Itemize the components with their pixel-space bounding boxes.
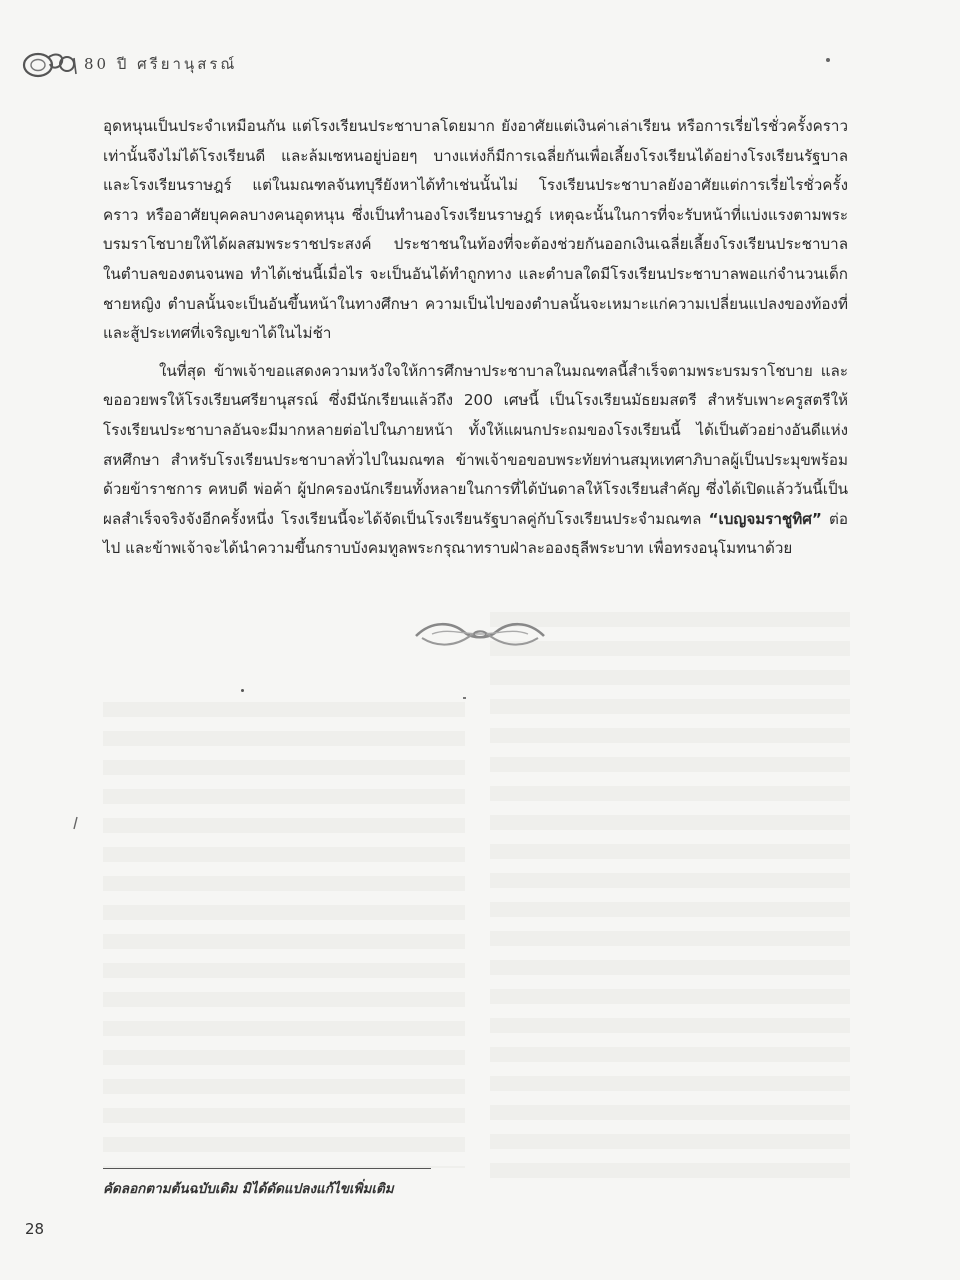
show-through-shading [103,688,465,1168]
margin-tick-mark [71,816,79,830]
page-number: 28 [25,1220,45,1238]
body-text [103,112,848,564]
stray-mark [463,697,466,699]
stray-mark [241,689,244,692]
paragraph-1: อุดหนุนเป็นประจำเหมือนกัน แต่โรงเรียนประชาบาลโดยมาก ยังอาศัยแต่เงินค่าเล่าเรียน หรือการเรี่ยไรชั่วครั้งคราวเท่านั้นจึงไม่ได้โรงเรียนดี และล้มเซหนอยู่บ่อยๆ บางแห่งก็มีการเฉลี่ยกันเพื่อเลี้ยงโรงเรียนได้อย่างโรงเรียนรัฐบาลและโรงเรียนราษฎร์ แต่ในมณฑลจันทบุรียังหาได้ทำเช่นนั้นไม่ โรงเรียนประชาบาลยังอาศัยแต่การเรี่ยไรชั่วครั้งคราว หรืออาศัยบุคคลบางคนอุดหนุน ซึ่งเป็นทำนองโรงเรียนราษฎร์ เหตุฉะนั้นในการที่จะรับหน้าที่แบ่งแรงตามพระบรมราโชบายให้ได้ผลสมพระราชประสงค์ ประชาชนในท้องที่จะต้องช่วยกันออกเงินเฉลี่ยเลี้ยงโรงเรียนประชาบาลในตำบลของตนจนพอ ทำได้เช่นนี้เมื่อไร จะเป็นอันได้ทำถูกทาง และตำบลใดมีโรงเรียนประชาบาลพอแก่จำนวนเด็กชายหญิง ตำบลนั้นจะเป็นอันขึ้นหน้าในทางศึกษา ความเป็นไปของตำบลนั้นจะเหมาะแก่ความเปลี่ยนแปลงของท้องที่ และสู้ประเทศที่เจริญเขาได้ในไม่ช้า [103,117,848,343]
header-dot [826,58,830,62]
paragraph-2 [103,357,848,564]
paragraph-2-text-a: ในที่สุด ข้าพเจ้าขอแสดงความหวังใจให้การศึกษาประชาบาลในมณฑลนี้สำเร็จตามพระบรมราโชบาย และขออวยพรให้โรงเรียนศรียานุสรณ์ ซึ่งมีนักเรียนแล้วถึง 200 เศษนี้ เป็นโรงเรียนมัธยมสตรี สำหรับเพาะครูสตรีให้โรงเรียนประชาบาลอันจะมีมากหลายต่อไปในภายหน้า ทั้งให้แผนกประถมของโรงเรียนนี้ ได้เป็นตัวอย่างอันดีแห่งสหศึกษา สำหรับโรงเรียนประชาบาลทั่วไปในมณฑล ข้าพเจ้าขอขอบพระทัยท่านสมุหเทศาภิบาลผู้เป็นประมุขพร้อมด้วยข้าราชการ คหบดี พ่อค้า ผู้ปกครองนักเรียนทั้งหลายในการที่ได้บันดาลให้โรงเรียนสำคัญ ซึ่งได้เปิดแล้ววันนี้เป็นผลสำเร็จจริงจังอีกครั้งหนึ่ง โรงเรียนนี้จะได้จัดเป็นโรงเรียนรัฐบาลคู่กับโรงเรียนประจำมณฑล [103,361,848,528]
paragraph-2-text-b: ต่อไป และข้าพเจ้าจะได้นำความขึ้นกราบบังคมทูลพระกรุณาทราบฝ่าละอองธุลีพระบาท เพื่อทรงอนุโมทนาด้วย [103,509,848,558]
flourish-divider-icon [412,614,548,654]
show-through-shading [490,598,850,1178]
80-years-emblem-icon [20,48,82,80]
footnote: คัดลอกตามต้นฉบับเดิม มิได้ดัดแปลงแก้ไขเพิ่มเติม [103,1181,394,1197]
running-header-title: 80 ปี ศรียานุสรณ์ [84,55,238,73]
footnote-rule [103,1168,431,1169]
school-name-bold: “เบญจมราชูทิศ” [708,509,822,528]
page-header [20,48,237,80]
